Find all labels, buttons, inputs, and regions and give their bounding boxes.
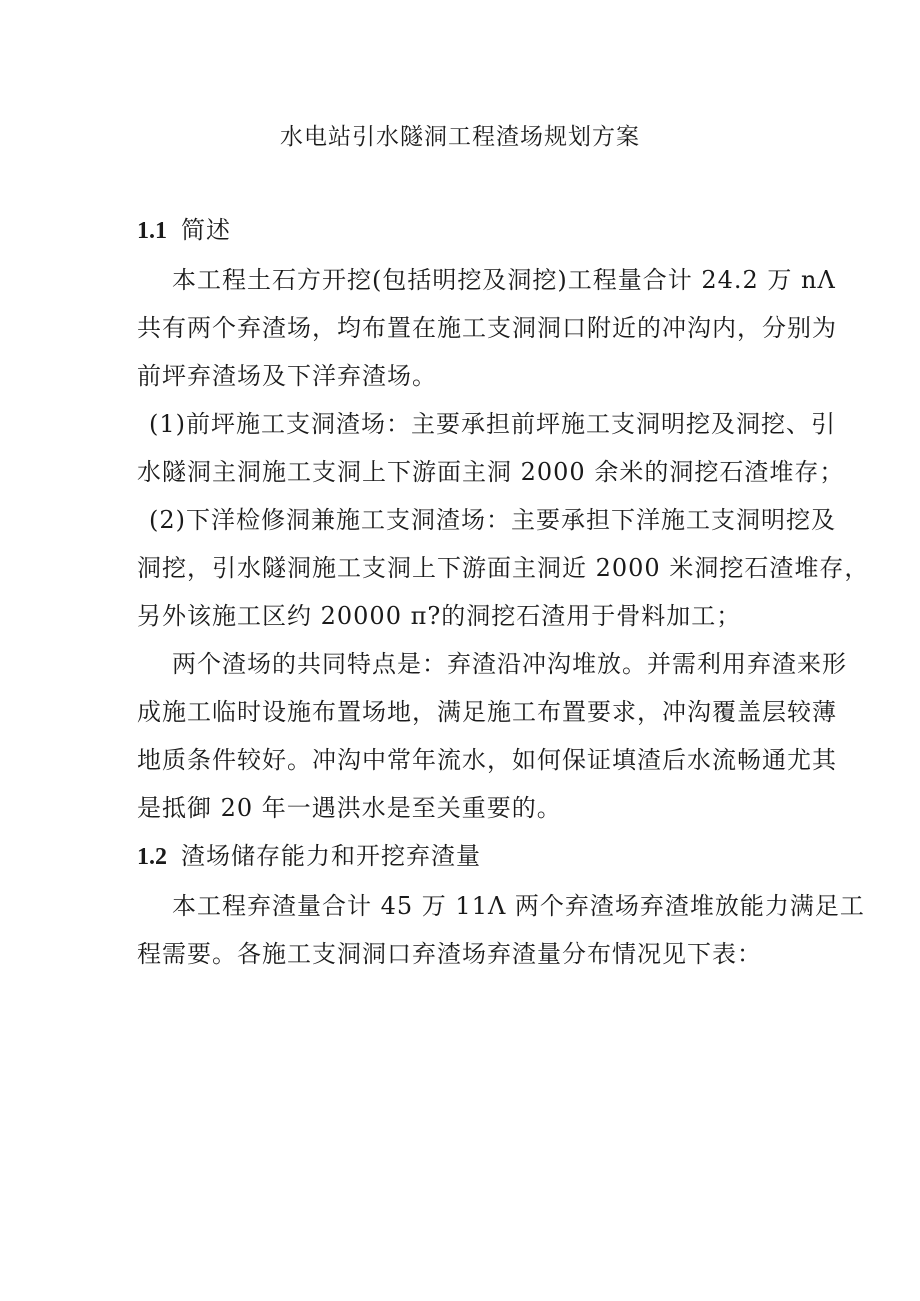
- section-heading-1-2: [137, 838, 481, 875]
- list-item-line: (2)下洋检修洞兼施工支洞渣场：主要承担下洋施工支洞明挖及: [149, 506, 836, 534]
- section-heading-1-1: [137, 212, 231, 249]
- paragraph-line: 前坪弃渣场及下洋弃渣场。: [137, 362, 437, 390]
- list-item-line: (1)前坪施工支洞渣场：主要承担前坪施工支洞明挖及洞挖、引: [149, 410, 836, 438]
- document-title: 水电站引水隧洞工程渣场规划方案: [280, 124, 640, 150]
- section-heading-text: 渣场储存能力和开挖弃渣量: [181, 842, 481, 870]
- paragraph-line: 两个渣场的共同特点是：弃渣沿冲沟堆放。并需利用弃渣来形: [172, 650, 847, 678]
- section-number: 1.1: [137, 218, 167, 244]
- section-heading-text: 简述: [181, 216, 231, 244]
- paragraph-line: 共有两个弃渣场，均布置在施工支洞洞口附近的冲沟内，分别为: [137, 314, 837, 342]
- paragraph-line: 本工程弃渣量合计 45 万 11Λ 两个弃渣场弃渣堆放能力满足工: [172, 892, 865, 920]
- section-number: 1.2: [137, 844, 167, 870]
- paragraph-line: 是抵御 20 年一遇洪水是至关重要的。: [137, 794, 562, 822]
- paragraph-line: 地质条件较好。冲沟中常年流水，如何保证填渣后水流畅通尤其: [137, 746, 837, 774]
- paragraph-line: 程需要。各施工支洞洞口弃渣场弃渣量分布情况见下表：: [137, 940, 762, 968]
- paragraph-line: 成施工临时设施布置场地，满足施工布置要求，冲沟覆盖层较薄: [137, 698, 837, 726]
- list-item-line: 另外该施工区约 20000 π?的洞挖石渣用于骨料加工；: [137, 602, 742, 630]
- paragraph-line: 本工程土石方开挖(包括明挖及洞挖)工程量合计 24.2 万 nΛ: [172, 266, 836, 294]
- list-item-line: 水隧洞主洞施工支洞上下游面主洞 2000 余米的洞挖石渣堆存；: [137, 458, 845, 486]
- list-item-line: 洞挖，引水隧洞施工支洞上下游面主洞近 2000 米洞挖石渣堆存，: [137, 554, 870, 582]
